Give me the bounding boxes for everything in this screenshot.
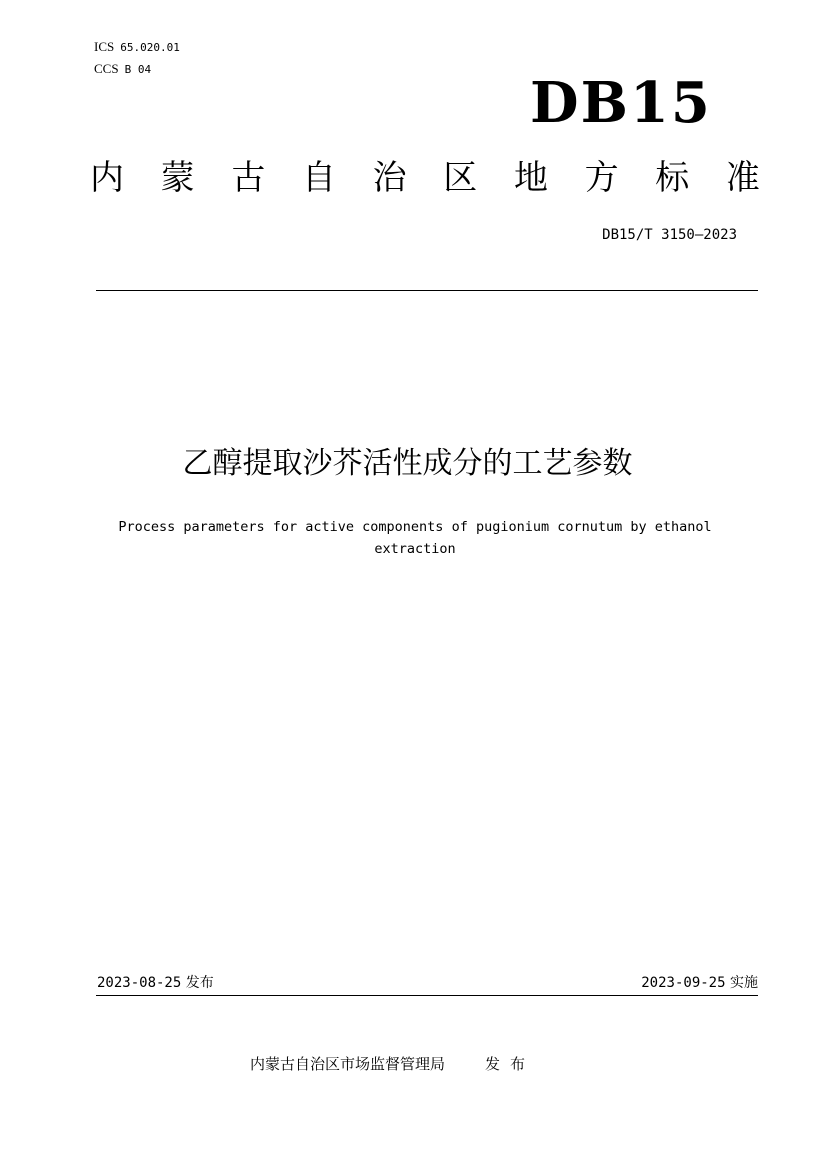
implementation-date-value: 2023-09-25: [641, 975, 726, 991]
top-divider: [96, 290, 758, 291]
org-title-char: 方: [584, 158, 619, 198]
issue-date-value: 2023-08-25: [97, 975, 182, 991]
standard-number: DB15/T 3150—2023: [602, 227, 737, 243]
document-title-en: Process parameters for active components of pugionium cornutum by ethanol extraction: [118, 519, 712, 557]
issue-date-label: 发布: [185, 975, 214, 991]
ics-code: [94, 40, 180, 55]
implementation-date-label: 实施: [730, 975, 758, 991]
ccs-value: B 04: [124, 63, 152, 76]
org-title-char: 准: [725, 158, 760, 198]
document-title-zh: 乙醇提取沙芥活性成分的工艺参数: [182, 446, 633, 481]
implementation-date: [641, 974, 758, 992]
org-title-char: 标: [655, 158, 690, 198]
org-title-char: 蒙: [160, 158, 195, 198]
publisher-label: 发布: [485, 1055, 536, 1073]
ccs-label: CCS: [94, 61, 119, 76]
bottom-divider: [96, 995, 758, 996]
org-title-char: 治: [372, 158, 407, 198]
standard-logo: DB15: [530, 70, 712, 136]
publisher: [250, 1054, 535, 1074]
org-title-char: 区: [443, 158, 478, 198]
org-title: [85, 156, 765, 200]
ics-label: ICS: [94, 39, 115, 54]
org-title-char: 自: [301, 158, 336, 198]
ccs-code: [94, 62, 151, 77]
publisher-name: 内蒙古自治区市场监督管理局: [250, 1055, 446, 1073]
ics-value: 65.020.01: [120, 41, 180, 54]
org-title-char: 地: [513, 158, 548, 198]
org-title-char: 内: [90, 158, 124, 198]
issue-date: [97, 974, 214, 992]
org-title-char: 古: [231, 158, 266, 198]
